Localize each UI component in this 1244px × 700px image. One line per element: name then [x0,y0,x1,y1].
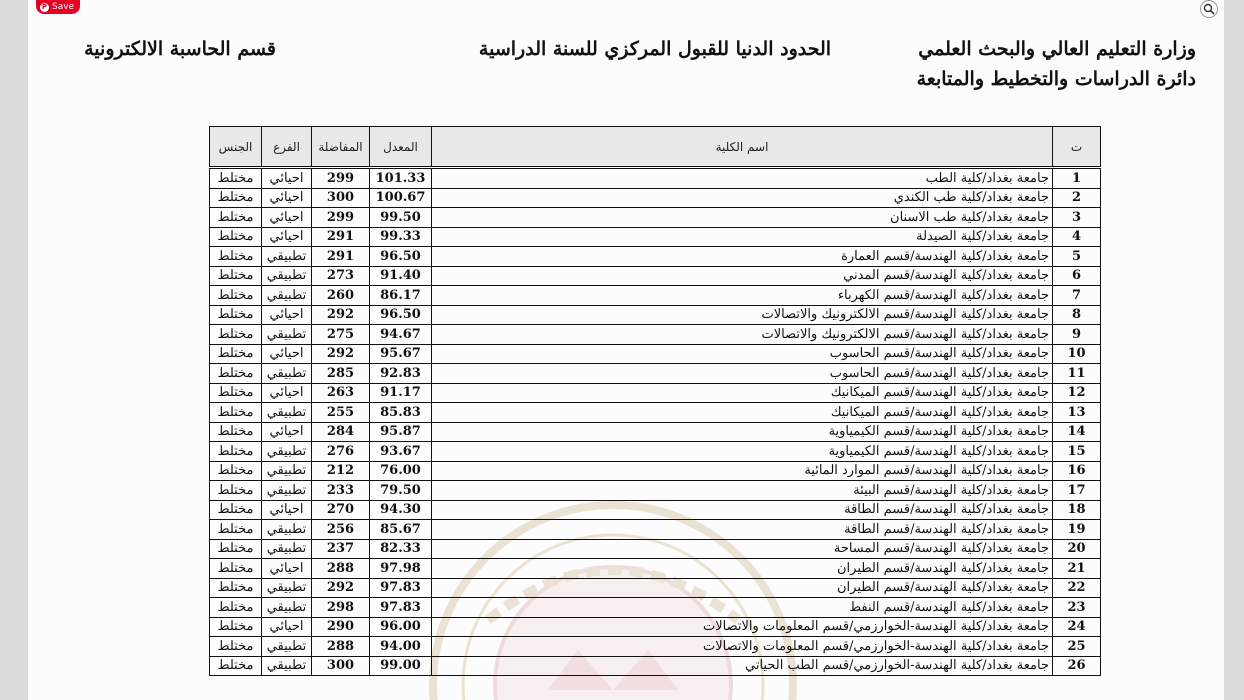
cell-preference: 263 [312,383,370,403]
cell-no: 4 [1053,227,1101,247]
cell-preference: 285 [312,364,370,384]
table-row [210,344,1101,364]
cell-gender: مختلط [210,442,262,462]
header-preference: المفاضلة [312,127,370,168]
cell-college: جامعة بغداد/كلية الهندسة-الخوارزمي/قسم المعلومات والاتصالات [432,637,1053,657]
table-row [210,656,1101,676]
cell-gender: مختلط [210,422,262,442]
cell-branch: احيائي [262,617,312,637]
cell-branch: احيائي [262,500,312,520]
cell-preference: 300 [312,656,370,676]
lens-search-icon [1203,3,1215,15]
cell-preference: 233 [312,481,370,501]
cell-college: جامعة بغداد/كلية الهندسة/قسم الكهرباء [432,286,1053,306]
cell-branch: تطبيقي [262,481,312,501]
table-row [210,461,1101,481]
cell-gender: مختلط [210,403,262,423]
cell-gender: مختلط [210,188,262,208]
cell-no: 8 [1053,305,1101,325]
cell-branch: احيائي [262,559,312,579]
cell-average: 97.98 [370,559,432,579]
cell-gender: مختلط [210,539,262,559]
cell-branch: تطبيقي [262,442,312,462]
ministry-name: وزارة التعليم العالي والبحث العلمي [918,38,1196,60]
cell-no: 13 [1053,403,1101,423]
cell-college: جامعة بغداد/كلية الهندسة/قسم الالكترونيك والاتصالات [432,325,1053,345]
cell-branch: تطبيقي [262,286,312,306]
cell-branch: تطبيقي [262,325,312,345]
cell-no: 3 [1053,208,1101,228]
cell-branch: احيائي [262,383,312,403]
cell-no: 12 [1053,383,1101,403]
cell-gender: مختلط [210,344,262,364]
table-row [210,247,1101,267]
table-row [210,168,1101,189]
cell-preference: 255 [312,403,370,423]
table-row [210,617,1101,637]
table-row [210,208,1101,228]
cell-average: 99.33 [370,227,432,247]
cell-average: 76.00 [370,461,432,481]
cell-branch: تطبيقي [262,656,312,676]
cell-preference: 290 [312,617,370,637]
pinterest-save-button[interactable] [36,0,80,14]
cell-average: 92.83 [370,364,432,384]
table-row [210,305,1101,325]
table-row [210,559,1101,579]
cell-no: 15 [1053,442,1101,462]
document-title: الحدود الدنيا للقبول المركزي للسنة الدراسية [478,38,832,60]
cell-gender: مختلط [210,481,262,501]
cell-average: 85.67 [370,520,432,540]
cell-branch: احيائي [262,188,312,208]
cell-college: جامعة بغداد/كلية الهندسة/قسم الطاقة [432,500,1053,520]
cell-gender: مختلط [210,383,262,403]
table-row [210,188,1101,208]
table-row [210,637,1101,657]
table-row [210,539,1101,559]
cell-preference: 299 [312,208,370,228]
cell-preference: 292 [312,578,370,598]
cell-branch: تطبيقي [262,266,312,286]
cell-branch: احيائي [262,208,312,228]
cell-college: جامعة بغداد/كلية الهندسة/قسم الكيمياوية [432,442,1053,462]
cell-no: 14 [1053,422,1101,442]
department-name: قسم الحاسبة الالكترونية [84,38,276,60]
cell-no: 24 [1053,617,1101,637]
pinterest-icon: P [41,2,48,11]
cell-average: 96.00 [370,617,432,637]
header-college: اسم الكلية [432,127,1053,168]
table-row [210,325,1101,345]
table-row [210,383,1101,403]
table-row [210,286,1101,306]
cell-branch: تطبيقي [262,364,312,384]
table-row [210,500,1101,520]
cell-gender: مختلط [210,266,262,286]
cell-average: 94.00 [370,637,432,657]
cell-college: جامعة بغداد/كلية الهندسة/قسم المدني [432,266,1053,286]
cell-preference: 291 [312,227,370,247]
table-row [210,364,1101,384]
cell-college: جامعة بغداد/كلية الهندسة/قسم الطيران [432,559,1053,579]
cell-branch: تطبيقي [262,461,312,481]
cell-gender: مختلط [210,617,262,637]
cell-preference: 292 [312,305,370,325]
cell-college: جامعة بغداد/كلية الهندسة/قسم الحاسوب [432,344,1053,364]
cell-college: جامعة بغداد/كلية الهندسة-الخوارزمي/قسم الطب الحياتي [432,656,1053,676]
cell-average: 85.83 [370,403,432,423]
cell-college: جامعة بغداد/كلية الهندسة/قسم الميكانيك [432,383,1053,403]
cell-college: جامعة بغداد/كلية الصيدلة [432,227,1053,247]
cell-gender: مختلط [210,578,262,598]
cell-no: 21 [1053,559,1101,579]
cell-preference: 298 [312,598,370,618]
cell-no: 23 [1053,598,1101,618]
cell-no: 10 [1053,344,1101,364]
cell-average: 91.40 [370,266,432,286]
cell-gender: مختلط [210,286,262,306]
cell-no: 1 [1053,168,1101,189]
cell-college: جامعة بغداد/كلية الهندسة/قسم الطيران [432,578,1053,598]
cell-gender: مختلط [210,656,262,676]
header-branch: الفرع [262,127,312,168]
header-no: ت [1053,127,1101,168]
table-row [210,422,1101,442]
cell-branch: احيائي [262,168,312,189]
cell-average: 91.17 [370,383,432,403]
cell-gender: مختلط [210,325,262,345]
cell-preference: 273 [312,266,370,286]
table-row [210,227,1101,247]
cell-no: 22 [1053,578,1101,598]
table-row [210,598,1101,618]
cell-gender: مختلط [210,520,262,540]
cell-college: جامعة بغداد/كلية الهندسة/قسم البيئة [432,481,1053,501]
cell-branch: تطبيقي [262,247,312,267]
cell-gender: مختلط [210,227,262,247]
cell-gender: مختلط [210,637,262,657]
table-row [210,403,1101,423]
cell-preference: 275 [312,325,370,345]
cell-average: 97.83 [370,578,432,598]
cell-preference: 237 [312,539,370,559]
cell-gender: مختلط [210,247,262,267]
cell-college: جامعة بغداد/كلية الهندسة/قسم الحاسوب [432,364,1053,384]
cell-average: 79.50 [370,481,432,501]
cell-branch: احيائي [262,227,312,247]
cell-branch: تطبيقي [262,637,312,657]
cell-college: جامعة بغداد/كلية الهندسة/قسم النفط [432,598,1053,618]
cell-branch: تطبيقي [262,539,312,559]
table-row [210,481,1101,501]
cell-gender: مختلط [210,168,262,189]
admission-table [209,126,1101,676]
cell-average: 96.50 [370,247,432,267]
cell-no: 19 [1053,520,1101,540]
cell-no: 17 [1053,481,1101,501]
cell-preference: 292 [312,344,370,364]
cell-average: 99.00 [370,656,432,676]
cell-gender: مختلط [210,559,262,579]
cell-average: 93.67 [370,442,432,462]
cell-preference: 288 [312,559,370,579]
cell-average: 99.50 [370,208,432,228]
cell-branch: احيائي [262,305,312,325]
cell-preference: 276 [312,442,370,462]
cell-no: 6 [1053,266,1101,286]
cell-branch: احيائي [262,344,312,364]
cell-branch: تطبيقي [262,403,312,423]
cell-college: جامعة بغداد/كلية الطب [432,168,1053,189]
cell-no: 5 [1053,247,1101,267]
cell-college: جامعة بغداد/كلية الهندسة/قسم الالكترونيك والاتصالات [432,305,1053,325]
cell-preference: 212 [312,461,370,481]
save-label: Save [52,2,75,12]
cell-preference: 291 [312,247,370,267]
document-page [28,0,1224,700]
cell-average: 100.67 [370,188,432,208]
cell-no: 16 [1053,461,1101,481]
cell-average: 101.33 [370,168,432,189]
cell-preference: 300 [312,188,370,208]
cell-preference: 270 [312,500,370,520]
cell-average: 94.30 [370,500,432,520]
cell-no: 2 [1053,188,1101,208]
table-row [210,266,1101,286]
cell-college: جامعة بغداد/كلية طب الاسنان [432,208,1053,228]
cell-branch: تطبيقي [262,520,312,540]
cell-branch: احيائي [262,422,312,442]
header-average: المعدل [370,127,432,168]
cell-branch: تطبيقي [262,578,312,598]
table-row [210,578,1101,598]
cell-college: جامعة بغداد/كلية الهندسة/قسم العمارة [432,247,1053,267]
directorate-name: دائرة الدراسات والتخطيط والمتابعة [916,68,1196,90]
cell-college: جامعة بغداد/كلية الهندسة/قسم الكيمياوية [432,422,1053,442]
cell-gender: مختلط [210,305,262,325]
cell-no: 9 [1053,325,1101,345]
cell-average: 96.50 [370,305,432,325]
lens-search-button[interactable] [1200,0,1218,18]
cell-no: 18 [1053,500,1101,520]
cell-branch: تطبيقي [262,598,312,618]
cell-no: 20 [1053,539,1101,559]
cell-college: جامعة بغداد/كلية الهندسة/قسم الموارد المائية [432,461,1053,481]
cell-college: جامعة بغداد/كلية الهندسة/قسم الميكانيك [432,403,1053,423]
cell-college: جامعة بغداد/كلية الهندسة/قسم الطاقة [432,520,1053,540]
cell-gender: مختلط [210,208,262,228]
cell-gender: مختلط [210,598,262,618]
cell-preference: 299 [312,168,370,189]
cell-average: 82.33 [370,539,432,559]
table-row [210,442,1101,462]
cell-no: 11 [1053,364,1101,384]
cell-gender: مختلط [210,461,262,481]
cell-gender: مختلط [210,364,262,384]
cell-average: 95.87 [370,422,432,442]
table-row [210,520,1101,540]
cell-preference: 256 [312,520,370,540]
header-gender: الجنس [210,127,262,168]
cell-no: 26 [1053,656,1101,676]
cell-college: جامعة بغداد/كلية طب الكندي [432,188,1053,208]
cell-no: 7 [1053,286,1101,306]
cell-gender: مختلط [210,500,262,520]
cell-preference: 284 [312,422,370,442]
cell-average: 95.67 [370,344,432,364]
cell-preference: 288 [312,637,370,657]
cell-college: جامعة بغداد/كلية الهندسة-الخوارزمي/قسم المعلومات والاتصالات [432,617,1053,637]
table-header-row [210,127,1101,168]
cell-average: 94.67 [370,325,432,345]
cell-preference: 260 [312,286,370,306]
cell-no: 25 [1053,637,1101,657]
cell-average: 86.17 [370,286,432,306]
cell-college: جامعة بغداد/كلية الهندسة/قسم المساحة [432,539,1053,559]
cell-average: 97.83 [370,598,432,618]
